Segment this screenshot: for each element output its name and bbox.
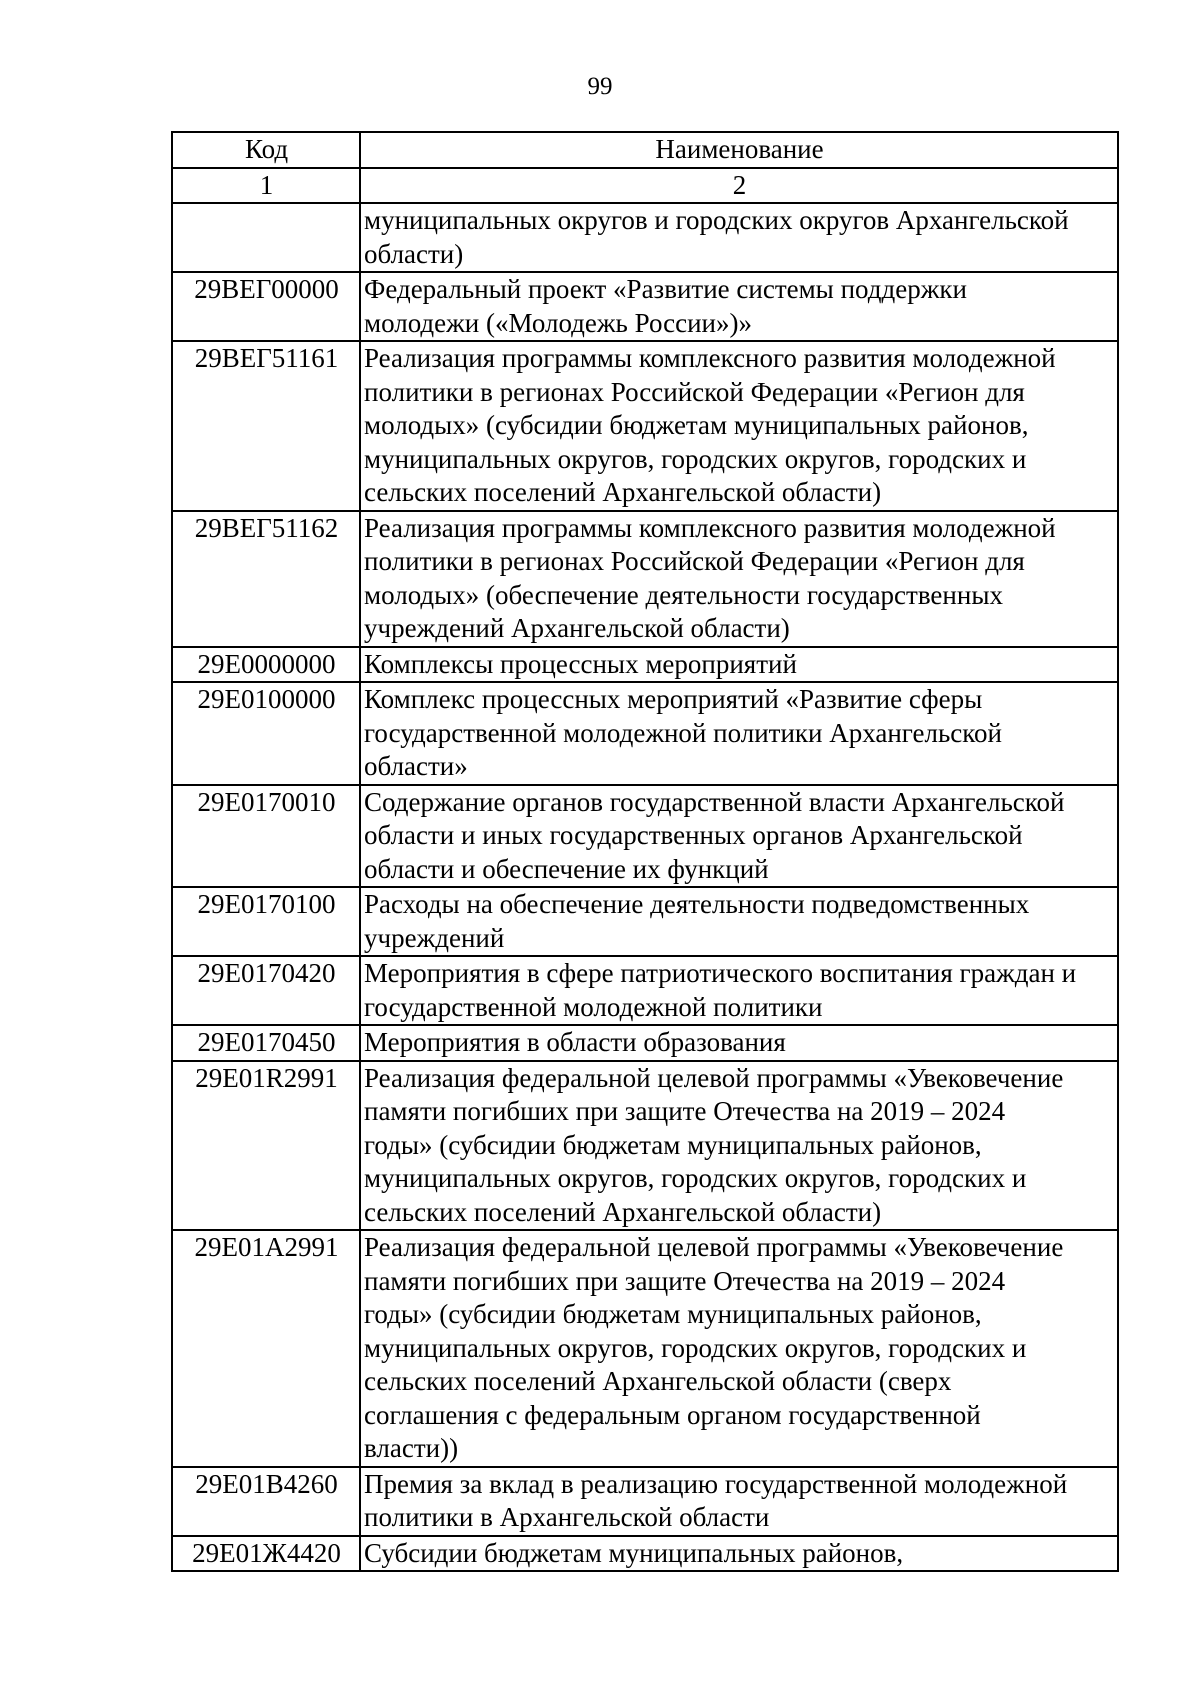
row-name-line: политики в Архангельской области: [364, 1502, 770, 1532]
row-name: [360, 1467, 1118, 1536]
row-name-line: муниципальных округов, городских округов, городских и: [364, 1332, 1027, 1363]
row-code: [172, 203, 360, 272]
row-code: 29ВЕГ51162: [172, 511, 360, 647]
header-code: Код: [172, 132, 360, 168]
row-name-line: сельских поселений Архангельской области): [364, 1196, 882, 1227]
table-header-row: [172, 132, 1118, 168]
row-name-line: Расходы на обеспечение деятельности подведомственных: [364, 889, 1030, 919]
row-code: 29Е01В4260: [172, 1467, 360, 1536]
table-row: [172, 785, 1118, 888]
header-name: Наименование: [360, 132, 1118, 168]
row-code: 29Е01Ж4420: [172, 1536, 360, 1572]
row-name-line: Субсидии бюджетам муниципальных районов,: [364, 1537, 904, 1568]
row-name-line: Мероприятия в сфере патриотического воспитания граждан и: [364, 958, 1077, 988]
row-name-line: Реализация программы комплексного развития молодежной: [364, 512, 1056, 543]
row-code: 29ВЕГ00000: [172, 272, 360, 341]
row-name-line: учреждений Архангельской области): [364, 613, 790, 643]
column-number-row: [172, 168, 1118, 204]
row-name-line: государственной молодежной политики: [364, 991, 823, 1022]
row-name: [360, 647, 1118, 683]
column-number-name: 2: [360, 168, 1118, 204]
row-name-line: соглашения с федеральным органом государственной: [364, 1399, 981, 1430]
row-name-line: политики в регионах Российской Федерации «Регион для: [364, 376, 1025, 407]
row-name-line: молодых» (субсидии бюджетам муниципальных районов,: [364, 410, 1029, 440]
row-name-line: Премия за вклад в реализацию государственной молодежной: [364, 1468, 1068, 1499]
row-name-line: муниципальных округов, городских округов, городских и: [364, 443, 1027, 474]
row-name-line: молодых» (обеспечение деятельности государственных: [364, 579, 1003, 610]
row-name-line: муниципальных округов и городских округов Архангельской: [364, 205, 1069, 235]
table-row: [172, 1230, 1118, 1467]
row-name: [360, 1536, 1118, 1572]
row-name-line: области и обеспечение их функций: [364, 853, 769, 884]
row-name-line: Мероприятия в области образования: [364, 1027, 786, 1057]
row-name-line: сельских поселений Архангельской области (сверх: [364, 1366, 952, 1396]
table-row: [172, 1467, 1118, 1536]
table-row: [172, 682, 1118, 785]
row-name: [360, 1230, 1118, 1467]
budget-code-table: [171, 131, 1119, 1572]
row-name-line: Реализация программы комплексного развития молодежной: [364, 343, 1056, 373]
row-name-line: Федеральный проект «Развитие системы поддержки: [364, 274, 967, 304]
row-name: [360, 272, 1118, 341]
row-name-line: политики в регионах Российской Федерации «Регион для: [364, 546, 1025, 576]
row-name: [360, 1061, 1118, 1231]
row-code: 29Е0170420: [172, 956, 360, 1025]
row-name: [360, 341, 1118, 511]
row-name-line: государственной молодежной политики Архангельской: [364, 717, 1002, 748]
row-name: [360, 1025, 1118, 1061]
table-row: [172, 203, 1118, 272]
row-name-line: власти)): [364, 1433, 459, 1463]
table-row: [172, 341, 1118, 511]
table-row: [172, 511, 1118, 647]
row-code: 29Е0170100: [172, 887, 360, 956]
row-name-line: учреждений: [364, 922, 505, 953]
table-body: [172, 203, 1118, 1571]
row-name-line: области): [364, 238, 464, 269]
table-row: [172, 1061, 1118, 1231]
row-name-line: памяти погибших при защите Отечества на 2019 – 2024: [364, 1265, 1006, 1296]
row-code: 29Е0100000: [172, 682, 360, 785]
row-name-line: Комплекс процессных мероприятий «Развитие сферы: [364, 684, 983, 714]
row-name: [360, 887, 1118, 956]
row-name-line: Реализация федеральной целевой программы «Увековечение: [364, 1232, 1064, 1262]
row-name: [360, 682, 1118, 785]
row-name-line: Комплексы процессных мероприятий: [364, 648, 797, 679]
row-name-line: молодежи («Молодежь России»)»: [364, 307, 752, 338]
row-name-line: годы» (субсидии бюджетам муниципальных районов,: [364, 1129, 982, 1160]
table-row: [172, 1025, 1118, 1061]
table-row: [172, 647, 1118, 683]
row-name-line: области и иных государственных органов Архангельской: [364, 820, 1023, 850]
column-number-code: 1: [172, 168, 360, 204]
row-code: 29Е0170450: [172, 1025, 360, 1061]
table-row: [172, 956, 1118, 1025]
row-name-line: Содержание органов государственной власти Архангельской: [364, 786, 1065, 817]
row-name-line: Реализация федеральной целевой программы «Увековечение: [364, 1062, 1064, 1093]
row-code: 29ВЕГ51161: [172, 341, 360, 511]
table-row: [172, 1536, 1118, 1572]
row-name-line: области»: [364, 751, 468, 781]
row-name-line: сельских поселений Архангельской области): [364, 477, 882, 507]
row-name: [360, 203, 1118, 272]
row-name-line: муниципальных округов, городских округов, городских и: [364, 1163, 1027, 1193]
row-name: [360, 511, 1118, 647]
page-number: 99: [587, 73, 613, 100]
row-code: 29Е01А2991: [172, 1230, 360, 1467]
row-name: [360, 956, 1118, 1025]
row-name: [360, 785, 1118, 888]
row-code: 29Е01R2991: [172, 1061, 360, 1231]
table-row: [172, 887, 1118, 956]
row-code: 29Е0170010: [172, 785, 360, 888]
table-row: [172, 272, 1118, 341]
row-name-line: годы» (субсидии бюджетам муниципальных районов,: [364, 1299, 982, 1329]
row-name-line: памяти погибших при защите Отечества на 2019 – 2024: [364, 1096, 1006, 1126]
row-code: 29Е0000000: [172, 647, 360, 683]
